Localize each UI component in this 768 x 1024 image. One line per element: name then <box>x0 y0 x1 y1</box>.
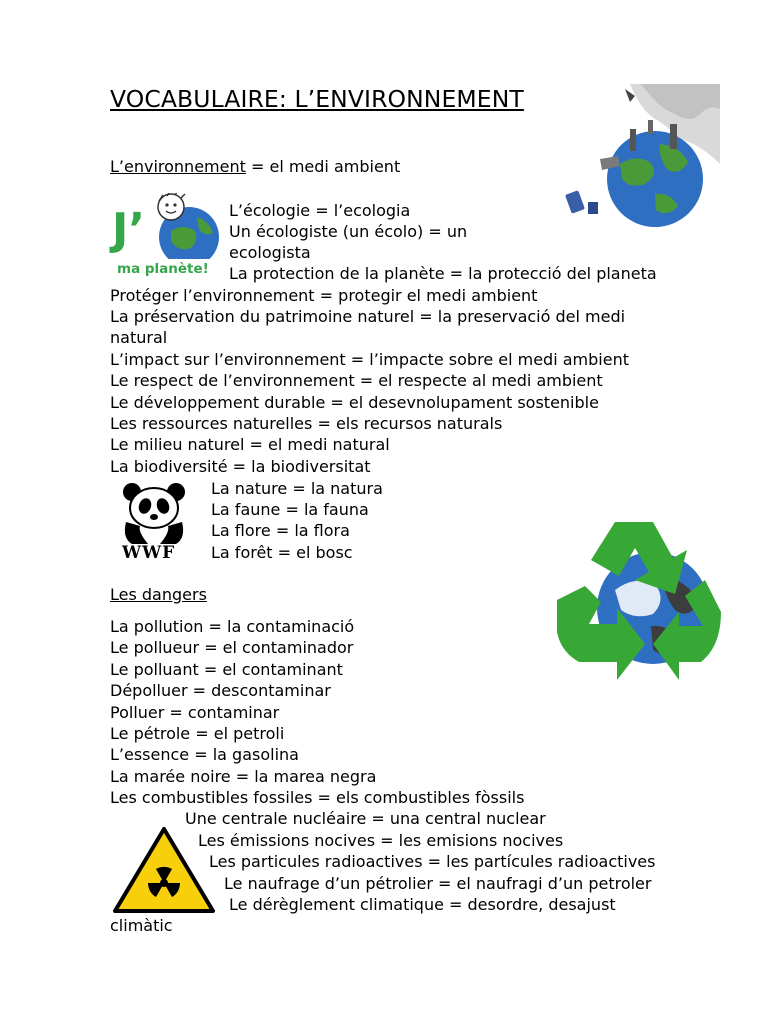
wwf-logo <box>118 482 190 564</box>
jaime-ma-planete-logo <box>111 193 219 281</box>
vocab-line: Les combustibles fossiles = els combustibles fòssils <box>110 788 525 807</box>
vocab-line: Le pétrole = el petroli <box>110 724 285 743</box>
intro-line <box>110 156 400 177</box>
vocab-line: climàtic <box>110 916 173 935</box>
recycle-globe-image <box>555 520 723 704</box>
vocab-line: Le pollueur = el contaminador <box>110 638 354 657</box>
vocab-line: L’impact sur l’environnement = l’impacte sobre el medi ambient <box>110 350 629 369</box>
vocab-line: Protéger l’environnement = protegir el medi ambient <box>110 286 538 305</box>
vocab-line: La marée noire = la marea negra <box>110 767 377 786</box>
vocab-line: ecologista <box>229 243 311 262</box>
vocab-line: Le naufrage d’un pétrolier = el naufragi d’un petroler <box>224 874 652 893</box>
vocab-line: La protection de la planète = la protecció del planeta <box>229 264 657 283</box>
vocab-line: La préservation du patrimoine naturel = la preservació del medi <box>110 307 626 326</box>
vocab-line: Les ressources naturelles = els recursos naturals <box>110 414 503 433</box>
vocab-line: Dépolluer = descontaminar <box>110 681 331 700</box>
vocab-line: La pollution = la contaminació <box>110 617 355 636</box>
intro-rest: = el medi ambient <box>245 157 401 176</box>
vocab-line: La forêt = el bosc <box>211 543 353 562</box>
jaime-logo-text: ma planète! <box>117 261 209 277</box>
jaime-j-letter: J’ <box>112 204 146 255</box>
vocab-line: Le développement durable = el desevnolupament sostenible <box>110 393 599 412</box>
vocab-line: La flore = la flora <box>211 521 350 540</box>
vocab-line: Le polluant = el contaminant <box>110 660 343 679</box>
vocab-line: L’écologie = l’ecologia <box>229 201 411 220</box>
vocab-line: L’essence = la gasolina <box>110 745 299 764</box>
vocab-line: Le milieu naturel = el medi natural <box>110 435 390 454</box>
vocab-line: Les émissions nocives = les emisions nocives <box>198 831 564 850</box>
vocab-line: Le dérèglement climatique = desordre, desajust <box>229 895 616 914</box>
vocab-line: Le respect de l’environnement = el respecte al medi ambient <box>110 371 603 390</box>
wwf-text: WWF <box>122 543 176 563</box>
vocab-line: La nature = la natura <box>211 479 383 498</box>
vocab-line: Polluer = contaminar <box>110 703 280 722</box>
vocab-line: Les particules radioactives = les partícules radioactives <box>209 852 656 871</box>
page-title: VOCABULAIRE: L’ENVIRONNEMENT <box>110 85 524 113</box>
vocab-line: Une centrale nucléaire = una central nuclear <box>185 809 546 828</box>
radiation-warning-icon <box>112 826 216 914</box>
vocab-line: natural <box>110 328 168 347</box>
polluted-earth-image <box>560 84 720 240</box>
vocab-line: La biodiversité = la biodiversitat <box>110 457 371 476</box>
vocab-line: Un écologiste (un écolo) = un <box>229 222 468 241</box>
intro-term: L’environnement <box>110 157 246 176</box>
vocab-line: La faune = la fauna <box>211 500 369 519</box>
dangers-heading: Les dangers <box>110 585 207 604</box>
